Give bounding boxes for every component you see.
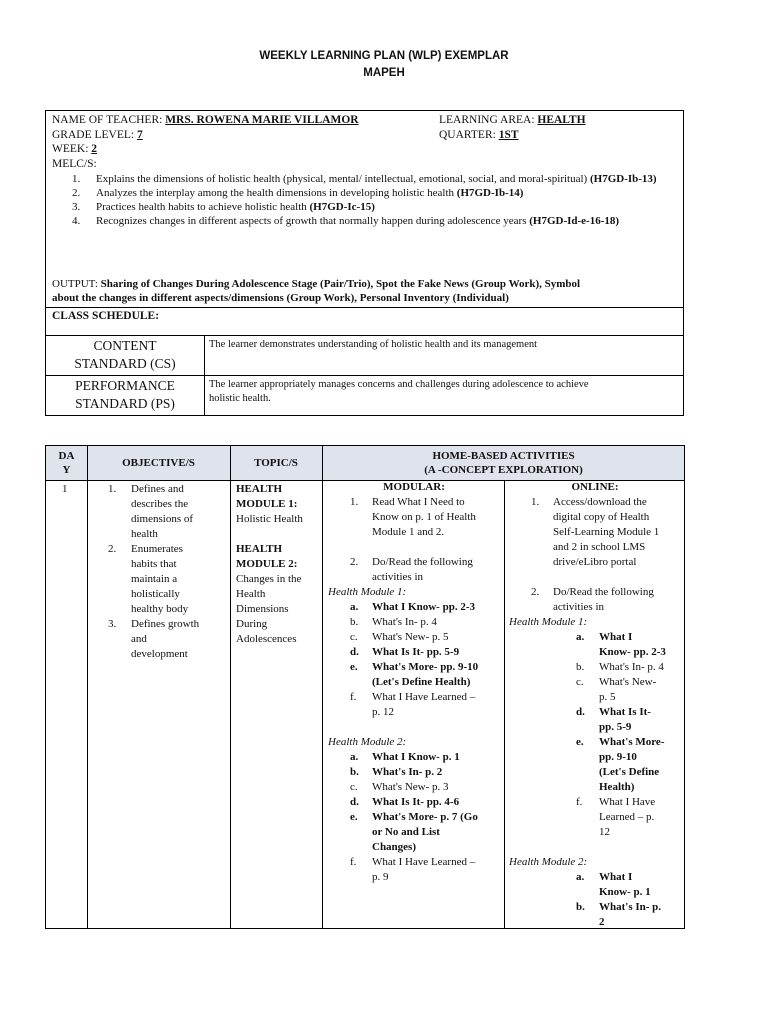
- online-activity-letter: a.: [576, 871, 585, 883]
- week-value: 2: [91, 143, 98, 155]
- col-header-text: Y: [62, 464, 71, 476]
- modular-activity-text: What I Know- p. 1: [372, 751, 460, 763]
- objective-text: holistically: [131, 588, 180, 600]
- online-activity-item: [509, 660, 681, 675]
- online-activity-letter: b.: [576, 661, 585, 673]
- modular-activity-item: [328, 615, 500, 630]
- modular-step: [328, 495, 500, 540]
- modular-activity-letter: a.: [350, 751, 359, 763]
- objective-text: Defines growth: [131, 618, 200, 630]
- online-activity-item: [509, 900, 681, 930]
- topic1-name: Holistic Health: [236, 513, 303, 525]
- topics-cell: [236, 482, 320, 647]
- melc-text: Practices health habits to achieve holistic health: [96, 201, 310, 213]
- document-title: WEEKLY LEARNING PLAN (WLP) EXEMPLAR: [259, 50, 509, 62]
- document-subject: MAPEH: [363, 67, 405, 79]
- objective-number: 2.: [108, 543, 117, 555]
- quarter-label: QUARTER:: [439, 129, 496, 141]
- divider: [504, 480, 505, 928]
- modular-step-number: 2.: [350, 556, 359, 568]
- objective-text: Enumerates: [131, 543, 183, 555]
- online-activity-text: Learned – p.: [599, 811, 655, 823]
- modular-activity-letter: b.: [350, 616, 359, 628]
- online-step-text: Self-Learning Module 1: [553, 526, 660, 538]
- objective-item: [98, 542, 228, 617]
- melc-code: (H7GD-Ib-14): [456, 187, 524, 199]
- divider: [46, 335, 683, 336]
- topic2-line: During: [236, 618, 268, 630]
- online-activity-text: pp. 9-10: [599, 751, 637, 763]
- topic2-line: Changes in the: [236, 573, 302, 585]
- modular-activity-letter: f.: [350, 856, 357, 868]
- modular-activity-text: What's In- p. 2: [372, 766, 443, 778]
- quarter-row: [439, 128, 545, 142]
- online-activity-item: [509, 705, 681, 735]
- online-step: [509, 495, 681, 570]
- online-activity-item: [509, 735, 681, 795]
- modular-activities: [328, 480, 500, 885]
- melc-label: MELC/S:: [52, 158, 97, 170]
- ps-text-line: holistic health.: [209, 393, 271, 404]
- objective-text: Defines and: [131, 483, 184, 495]
- modular-step: [328, 555, 500, 585]
- ps-text: [209, 378, 679, 406]
- online-step-text: drive/eLibro portal: [553, 556, 637, 568]
- online-step-text: and 2 in school LMS: [553, 541, 646, 553]
- modular-activity-item: [328, 660, 500, 690]
- online-step-text: activities in: [553, 601, 605, 613]
- topic1-title: MODULE 1:: [236, 498, 298, 510]
- modular-heading: MODULAR:: [383, 481, 445, 493]
- objective-text: maintain a: [131, 573, 178, 585]
- objective-text: and: [131, 633, 147, 645]
- online-activity-text: What's In- p.: [599, 901, 662, 913]
- modular-activity-text: What's In- p. 4: [372, 616, 437, 628]
- modular-activity-letter: c.: [350, 781, 358, 793]
- objective-number: 3.: [108, 618, 117, 630]
- online-step-number: 1.: [531, 496, 540, 508]
- cs-label: [46, 337, 204, 373]
- modular-activity-text: p. 12: [372, 706, 394, 718]
- online-module-label: Health Module 2:: [509, 856, 588, 868]
- modular-activity-item: [328, 780, 500, 795]
- topic1-title: HEALTH: [236, 483, 283, 495]
- ps-text-line: The learner appropriately manages concerns and challenges during adolescence to achieve: [209, 379, 589, 390]
- output-label: OUTPUT:: [52, 278, 98, 290]
- online-activity-text: 2: [599, 916, 605, 928]
- teacher-row: [52, 113, 359, 127]
- objective-item: [98, 617, 228, 662]
- modular-activity-text: What's New- p. 3: [372, 781, 449, 793]
- melc-number: 4.: [72, 215, 81, 227]
- topic2-line: Adolescences: [236, 633, 297, 645]
- objective-item: [98, 482, 228, 542]
- objective-number: 1.: [108, 483, 117, 495]
- online-module-label: Health Module 1:: [509, 616, 588, 628]
- col-header-text: HOME-BASED ACTIVITIES: [432, 450, 575, 462]
- melc-item: [72, 200, 662, 214]
- melc-item: [72, 186, 662, 200]
- modular-activity-item: [328, 795, 500, 810]
- objective-text: development: [131, 648, 188, 660]
- topic2-title: HEALTH: [236, 543, 283, 555]
- week-label: WEEK:: [52, 143, 89, 155]
- melc-item: [72, 172, 662, 186]
- melc-code: (H7GD-Ic-15): [309, 201, 375, 213]
- melc-code: (H7GD-Id-e-16-18): [529, 215, 620, 227]
- melc-text: Explains the dimensions of holistic health (physical, mental/ intellectual, emotional, social, and moral-spiritual): [96, 173, 590, 185]
- divider: [230, 446, 231, 928]
- online-activity-text: Know- pp. 2-3: [599, 646, 666, 658]
- modular-activity-text: (Let's Define Health): [372, 676, 471, 688]
- online-activity-text: 12: [599, 826, 610, 838]
- area-label: LEARNING AREA:: [439, 114, 535, 126]
- objective-text: health: [131, 528, 158, 540]
- modular-step-text: Module 1 and 2.: [372, 526, 445, 538]
- melc-text: Recognizes changes in different aspects of growth that normally happen during adolescence years: [96, 215, 530, 227]
- modular-step-text: activities in: [372, 571, 424, 583]
- topic2-title: MODULE 2:: [236, 558, 298, 570]
- week-row: [52, 142, 97, 156]
- col-header-text: DA: [58, 450, 75, 462]
- modular-activity-text: What's New- p. 5: [372, 631, 449, 643]
- grade-label: GRADE LEVEL:: [52, 129, 135, 141]
- modular-activity-item: [328, 855, 500, 885]
- topic2-name: [236, 572, 320, 647]
- cs-label-line: CONTENT: [93, 338, 157, 353]
- teacher-label: NAME OF TEACHER:: [52, 114, 163, 126]
- online-activity-text: (Let's Define: [599, 766, 660, 778]
- teacher-name: MRS. ROWENA MARIE VILLAMOR: [165, 114, 359, 126]
- info-box: [45, 110, 684, 416]
- online-activity-item: [509, 630, 681, 660]
- modular-activity-item: [328, 645, 500, 660]
- output-text-1: Sharing of Changes During Adolescence Stage (Pair/Trio), Spot the Fake News (Group Work), Symbol: [100, 278, 581, 290]
- modular-activity-text: p. 9: [372, 871, 389, 883]
- modular-step-text: Know on p. 1 of Health: [372, 511, 476, 523]
- online-activity-text: p. 5: [599, 691, 616, 703]
- ps-label-line: PERFORMANCE: [75, 378, 175, 393]
- online-activity-text: What I: [599, 871, 633, 883]
- modular-activity-letter: a.: [350, 601, 359, 613]
- modular-activity-text: What I Know- pp. 2-3: [372, 601, 475, 613]
- online-activity-text: What's New-: [599, 676, 657, 688]
- online-activity-letter: d.: [576, 706, 585, 718]
- col-header-activities: [322, 446, 685, 480]
- modular-activity-text: What I Have Learned –: [372, 691, 476, 703]
- quarter-value: 1ST: [498, 129, 519, 141]
- online-activity-letter: b.: [576, 901, 585, 913]
- melc-number: 1.: [72, 173, 81, 185]
- col-header-day: [46, 446, 87, 480]
- modular-activity-text: or No and List: [372, 826, 440, 838]
- col-header-topics: TOPIC/S: [254, 457, 298, 469]
- modular-activity-text: What I Have Learned –: [372, 856, 476, 868]
- melc-list: [72, 172, 662, 228]
- objectives-list: [98, 482, 228, 662]
- divider: [46, 375, 683, 376]
- modular-activity-text: What's More- p. 7 (Go: [372, 811, 478, 823]
- modular-activity-letter: d.: [350, 796, 359, 808]
- divider: [46, 307, 683, 308]
- modular-step-number: 1.: [350, 496, 359, 508]
- online-activity-item: [509, 795, 681, 840]
- melc-number: 2.: [72, 187, 81, 199]
- topic2-line: Health: [236, 588, 266, 600]
- modular-activity-letter: e.: [350, 811, 358, 823]
- cs-label-line: STANDARD (CS): [74, 356, 176, 371]
- ps-label-line: STANDARD (PS): [75, 396, 175, 411]
- modular-activity-text: Changes): [372, 841, 417, 853]
- online-activity-text: pp. 5-9: [599, 721, 632, 733]
- online-step-text: Access/download the: [553, 496, 647, 508]
- col-header-objectives: OBJECTIVE/S: [122, 457, 195, 469]
- col-header-text: (A -CONCEPT EXPLORATION): [424, 464, 583, 476]
- online-step-text: Do/Read the following: [553, 586, 654, 598]
- online-activity-letter: e.: [576, 736, 584, 748]
- modular-activity-text: What Is It- pp. 4-6: [372, 796, 460, 808]
- modular-activity-letter: f.: [350, 691, 357, 703]
- online-activity-letter: c.: [576, 676, 584, 688]
- objective-text: dimensions of: [131, 513, 194, 525]
- online-step-number: 2.: [531, 586, 540, 598]
- online-activity-text: What I Have: [599, 796, 656, 808]
- area-row: [439, 113, 586, 127]
- online-activities: [509, 480, 681, 930]
- melc-number: 3.: [72, 201, 81, 213]
- online-step-text: digital copy of Health: [553, 511, 650, 523]
- table-header-row: [46, 446, 684, 481]
- online-activity-letter: f.: [576, 796, 583, 808]
- melc-text: Analyzes the interplay among the health dimensions in developing holistic health: [96, 187, 457, 199]
- day-value: 1: [62, 483, 68, 495]
- modular-step-text: Do/Read the following: [372, 556, 473, 568]
- modular-activity-letter: c.: [350, 631, 358, 643]
- cs-text: The learner demonstrates understanding of holistic health and its management: [209, 339, 538, 350]
- online-step: [509, 585, 681, 615]
- topic2-line: Dimensions: [236, 603, 289, 615]
- online-activity-letter: a.: [576, 631, 585, 643]
- modular-activity-text: What Is It- pp. 5-9: [372, 646, 460, 658]
- modular-activity-letter: d.: [350, 646, 359, 658]
- online-activity-text: What Is It-: [599, 706, 651, 718]
- online-activity-text: What I: [599, 631, 633, 643]
- weekly-plan-table: [45, 445, 685, 929]
- objective-text: describes the: [131, 498, 189, 510]
- modular-activity-letter: b.: [350, 766, 359, 778]
- modular-module-label: Health Module 1:: [328, 586, 407, 598]
- modular-activity-item: [328, 630, 500, 645]
- online-activity-text: What's More-: [599, 736, 665, 748]
- online-activity-text: What's In- p. 4: [599, 661, 664, 673]
- output-row: [52, 277, 677, 305]
- modular-step-text: Read What I Need to: [372, 496, 465, 508]
- objective-text: habits that: [131, 558, 177, 570]
- modular-activity-item: [328, 600, 500, 615]
- modular-activity-text: What's More- pp. 9-10: [372, 661, 479, 673]
- online-activity-item: [509, 870, 681, 900]
- grade-value: 7: [136, 129, 143, 141]
- online-activity-item: [509, 675, 681, 705]
- divider: [87, 446, 88, 928]
- online-activity-text: Know- p. 1: [599, 886, 651, 898]
- melc-code: (H7GD-Ib-13): [589, 173, 657, 185]
- grade-row: [52, 128, 143, 142]
- modular-module-label: Health Module 2:: [328, 736, 407, 748]
- modular-activity-letter: e.: [350, 661, 358, 673]
- area-value: HEALTH: [537, 114, 586, 126]
- ps-label: [46, 377, 204, 413]
- modular-activity-item: [328, 810, 500, 855]
- online-activity-text: Health): [599, 781, 635, 793]
- modular-activity-item: [328, 690, 500, 720]
- modular-activity-item: [328, 750, 500, 765]
- online-heading: ONLINE:: [571, 481, 619, 493]
- divider: [322, 446, 323, 928]
- class-schedule-label: CLASS SCHEDULE:: [52, 310, 160, 322]
- objective-text: healthy body: [131, 603, 189, 615]
- modular-activity-item: [328, 765, 500, 780]
- output-text-2: about the changes in different aspects/dimensions (Group Work), Personal Inventory (Individual): [52, 292, 509, 304]
- melc-item: [72, 214, 662, 228]
